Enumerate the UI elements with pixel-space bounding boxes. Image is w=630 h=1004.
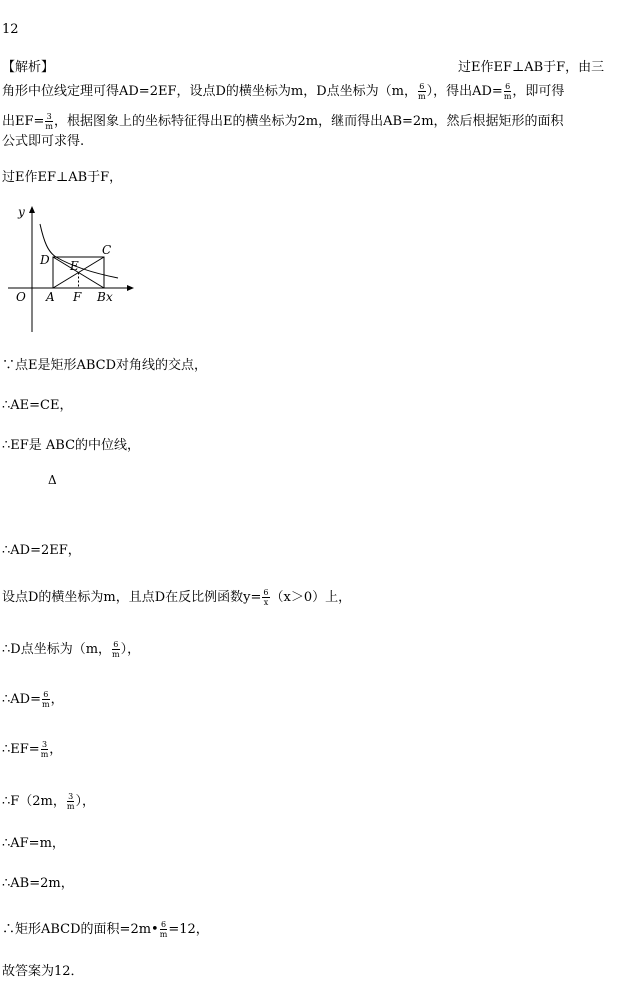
step-construct: 过E作EF⊥AB于F， xyxy=(2,170,123,185)
step-11: ∴AB=2m， xyxy=(2,876,74,891)
label-y: y xyxy=(18,205,25,219)
step-12: ∴矩形ABCD的面积=2m• $\frac{6}{m}$ =12， xyxy=(2,920,209,939)
step-3: ∴EF是 ABC的中位线， xyxy=(2,438,141,453)
fraction-6-over-m: $\frac{6}{m}$ xyxy=(112,640,120,659)
x-axis-arrow xyxy=(127,285,134,291)
step-2: ∴AE=CE， xyxy=(2,398,73,413)
label-x: x xyxy=(106,290,113,304)
analysis-intro-line3: 出EF= $\frac{3}{m}$ ，根据图象上的坐标特征得出E的横坐标为2m，继而得出AB=2m，然后根据矩形的面积 xyxy=(2,112,564,131)
analysis-intro-line2: 角形中位线定理可得AD=2EF，设点D的横坐标为m，D点坐标为（m， $\frac{6}{m}$ ），得出AD= $\frac{6}{m}$ ，即可得 xyxy=(2,82,565,101)
label-f: F xyxy=(73,290,82,304)
step-4: ∴AD=2EF， xyxy=(2,543,81,558)
step-8: ∴EF= $\frac{3}{m}$ ， xyxy=(2,740,63,759)
step-9: ∴F（2m， $\frac{3}{m}$ ）， xyxy=(2,792,95,811)
triangle-symbol: Δ xyxy=(48,473,57,487)
label-b: B xyxy=(97,290,106,304)
analysis-heading: 【解析】 xyxy=(2,60,55,75)
fraction-3-over-m: $\frac{3}{m}$ xyxy=(45,112,53,131)
step-10: ∴AF=m， xyxy=(2,836,65,851)
coordinate-figure xyxy=(8,200,148,340)
fraction-6-over-m: $\frac{6}{m}$ xyxy=(503,82,512,101)
fraction-6-over-m: $\frac{6}{m}$ xyxy=(41,690,50,709)
fraction-3-over-m: $\frac{3}{m}$ xyxy=(66,792,75,811)
analysis-intro-line4: 公式即可求得. xyxy=(2,134,85,149)
label-e: E xyxy=(70,259,79,273)
fraction-3-over-m: $\frac{3}{m}$ xyxy=(40,740,49,759)
fraction-6-over-m: $\frac{6}{m}$ xyxy=(418,82,426,101)
label-o: O xyxy=(16,290,26,304)
label-c: C xyxy=(102,243,112,257)
step-7: ∴AD= $\frac{6}{m}$ ， xyxy=(2,690,64,709)
step-5: 设点D的横坐标为m，且点D在反比例函数y= $\frac{6}{x}$ （x＞0）上， xyxy=(2,588,352,607)
step-1: ∵点E是矩形ABCD对角线的交点， xyxy=(2,358,208,373)
fraction-6-over-m: $\frac{6}{m}$ xyxy=(159,920,168,939)
step-6: ∴D点坐标为（m， $\frac{6}{m}$ ）， xyxy=(2,640,141,659)
final-answer: 故答案为12． xyxy=(2,964,84,979)
fraction-6-over-x: $\frac{6}{x}$ xyxy=(263,588,269,607)
label-d: D xyxy=(40,253,50,267)
answer-number: 12 xyxy=(2,22,19,37)
y-axis-arrow xyxy=(29,206,35,213)
label-a: A xyxy=(46,290,55,304)
analysis-intro-line1: 过E作EF⊥AB于F，由三 xyxy=(458,60,605,75)
